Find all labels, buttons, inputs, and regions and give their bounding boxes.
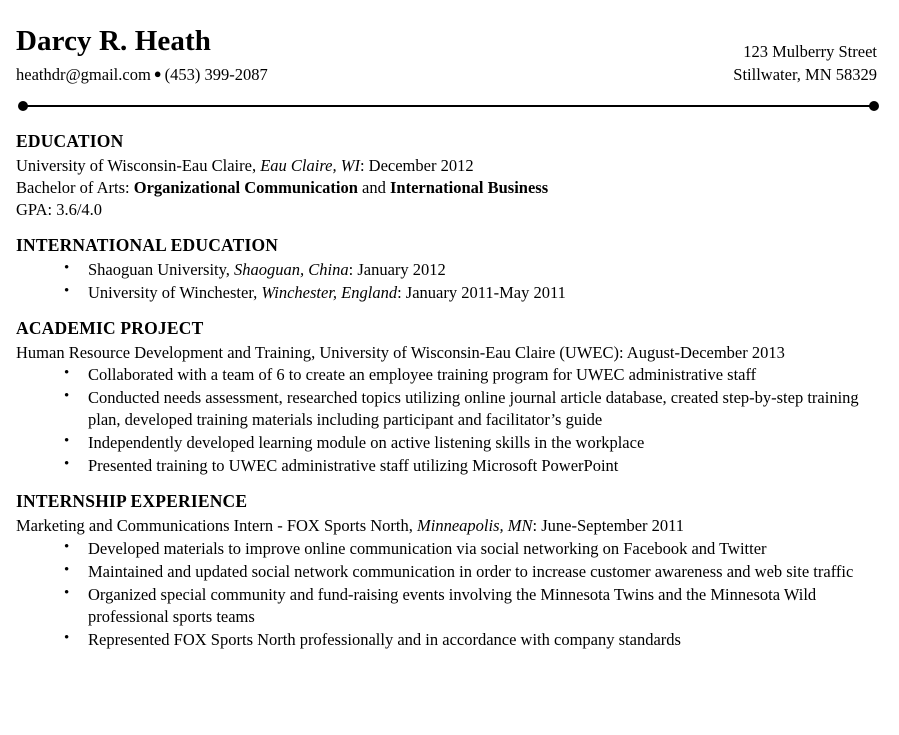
list-item <box>16 584 881 628</box>
text-run: University of Winchester, <box>88 282 262 302</box>
address-city-state-zip: Stillwater, MN 58329 <box>733 65 877 85</box>
list-item <box>16 282 881 304</box>
resume-section-internship-experience <box>16 491 881 651</box>
text-run: Marketing and Communications Intern - FOX Sports North, <box>16 516 417 536</box>
text-run-bold: Organizational Communication <box>133 177 358 197</box>
header-address-block <box>733 26 881 87</box>
bullet-list-international-education <box>16 259 881 304</box>
section-heading-academic-project: ACADEMIC PROJECT <box>16 317 204 338</box>
text-run: Human Resource Development and Training, University of Wisconsin-Eau Claire (UWEC): August-December 2013 <box>16 342 785 362</box>
text-run: and <box>357 177 390 197</box>
text-run: GPA: 3.6/4.0 <box>16 199 103 219</box>
text-run: Maintained and updated social network communication in order to increase customer awareness and web site traffic <box>88 562 854 582</box>
text-run: : January 2012 <box>348 259 446 279</box>
divider-dot-right-icon <box>869 101 879 111</box>
list-item <box>16 538 881 560</box>
resume-header <box>16 22 881 87</box>
text-run: Organized special community and fund-raising events involving the Minnesota Twins and the Minnesota Wild professional sports teams <box>88 584 817 626</box>
academic-project-subtitle <box>16 342 881 364</box>
text-run: : December 2012 <box>359 155 474 175</box>
header-identity-block <box>16 26 268 85</box>
list-item <box>16 432 881 454</box>
list-item <box>16 561 881 583</box>
contact-line <box>16 64 268 85</box>
education-gpa <box>16 199 881 221</box>
text-run-italic: Eau Claire, WI <box>260 155 360 175</box>
text-run-italic: Winchester, England <box>261 282 398 302</box>
bullet-list-internship-experience <box>16 538 881 651</box>
list-item <box>16 387 881 431</box>
text-run: Represented FOX Sports North professionally and in accordance with company standards <box>88 629 681 649</box>
education-school <box>16 155 881 177</box>
candidate-name: Darcy R. Heath <box>16 25 211 57</box>
text-run: Bachelor of Arts: <box>16 177 134 197</box>
divider-rule <box>24 105 873 107</box>
text-run-italic: Shaoguan, China <box>234 259 349 279</box>
resume-section-academic-project <box>16 318 881 478</box>
list-item <box>16 259 881 281</box>
text-run: Collaborated with a team of 6 to create an employee training program for UWEC administrative staff <box>88 365 757 385</box>
phone-number: (453) 399-2087 <box>164 64 268 84</box>
text-run: University of Wisconsin-Eau Claire, <box>16 155 261 175</box>
text-run: Developed materials to improve online communication via social networking on Facebook and Twitter <box>88 539 767 559</box>
section-heading-international-education: INTERNATIONAL EDUCATION <box>16 234 279 255</box>
section-heading-internship-experience: INTERNSHIP EXPERIENCE <box>16 491 248 512</box>
email-address: heathdr@gmail.com <box>16 64 151 84</box>
list-item <box>16 455 881 477</box>
text-run: Shaoguan University, <box>88 259 235 279</box>
bullet-list-academic-project <box>16 364 881 477</box>
text-run: : January 2011-May 2011 <box>397 282 566 302</box>
text-run: Independently developed learning module on active listening skills in the workplace <box>88 433 645 453</box>
header-divider <box>18 99 879 115</box>
address-street: 123 Mulberry Street <box>743 42 877 61</box>
resume-section-international-education <box>16 235 881 304</box>
resume-section-education <box>16 131 881 221</box>
text-run-italic: Minneapolis, MN <box>417 516 533 536</box>
text-run: Presented training to UWEC administrative staff utilizing Microsoft PowerPoint <box>88 456 619 476</box>
education-degree <box>16 177 881 199</box>
contact-separator-bullet: ● <box>153 66 162 82</box>
resume-body <box>16 131 881 651</box>
list-item <box>16 364 881 386</box>
text-run: Conducted needs assessment, researched topics utilizing online journal article database, created step-by-step training plan, developed training materials including participant and facilitator’s guide <box>88 388 859 430</box>
internship-subtitle <box>16 515 881 537</box>
text-run: : June-September 2011 <box>532 516 685 536</box>
list-item <box>16 629 881 651</box>
text-run-bold: International Business <box>389 177 549 197</box>
section-heading-education: EDUCATION <box>16 130 124 151</box>
